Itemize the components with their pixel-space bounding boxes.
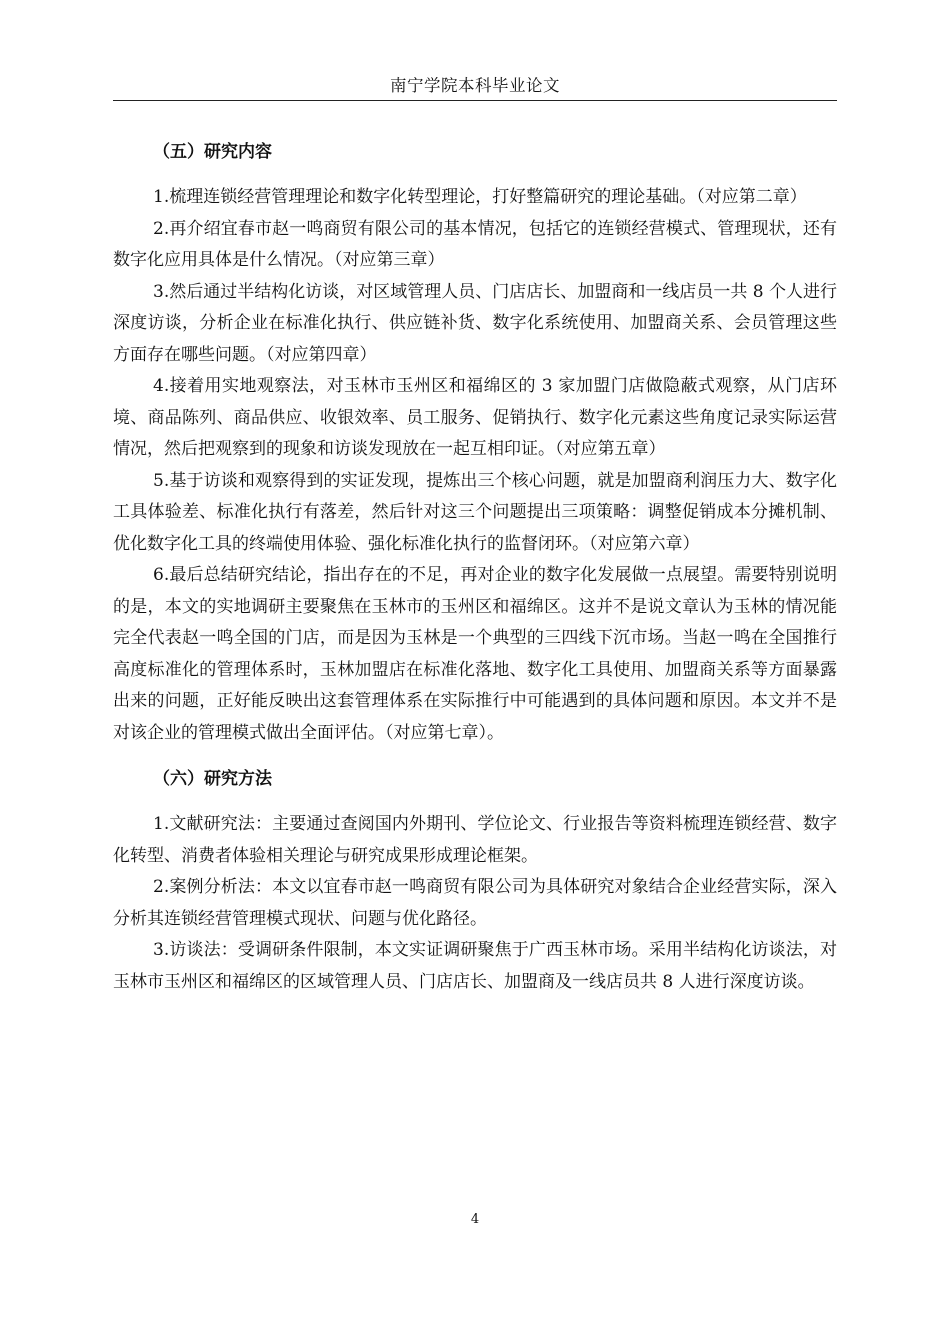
section-heading-research-methods: （六）研究方法 bbox=[153, 769, 272, 789]
paragraph: 6.最后总结研究结论，指出存在的不足，再对企业的数字化发展做一点展望。需要特别说明的是，本文的实地调研主要聚焦在玉林市的玉州区和福绵区。这并不是说文章认为玉林的情况能完全代表赵一鸣全国的门店，而是因为玉林是一个典型的三四线下沉市场。当赵一鸣在全国推行高度标准化的管理体系时，玉林加盟店在标准化落地、数字化工具使用、加盟商关系等方面暴露出来的问题，正好能反映出这套管理体系在实际推行中可能遇到的具体问题和原因。本文并不是对该企业的管理模式做出全面评估。（对应第七章）。 bbox=[113, 565, 837, 743]
page-number: 4 bbox=[470, 1212, 480, 1227]
paragraph: 1.文献研究法：主要通过查阅国内外期刊、学位论文、行业报告等资料梳理连锁经营、数字化转型、消费者体验相关理论与研究成果形成理论框架。 bbox=[113, 814, 837, 866]
paragraph: 3.然后通过半结构化访谈，对区域管理人员、门店店长、加盟商和一线店员一共 8 个人进行深度访谈，分析企业在标准化执行、供应链补货、数字化系统使用、加盟商关系、会员管理这些方面存在哪些问题。（对应第四章） bbox=[113, 281, 837, 365]
header-rule bbox=[113, 100, 837, 101]
paragraph: 4.接着用实地观察法，对玉林市玉州区和福绵区的 3 家加盟门店做隐蔽式观察，从门店环境、商品陈列、商品供应、收银效率、员工服务、促销执行、数字化元素这些角度记录实际运营情况，然后把观察到的现象和访谈发现放在一起互相印证。（对应第五章） bbox=[113, 376, 837, 459]
paragraph: 3.访谈法：受调研条件限制，本文实证调研聚焦于广西玉林市场。采用半结构化访谈法，对玉林市玉州区和福绵区的区域管理人员、门店店长、加盟商及一线店员共 8 人进行深度访谈。 bbox=[113, 940, 837, 992]
paragraph: 1.梳理连锁经营管理理论和数字化转型理论，打好整篇研究的理论基础。（对应第二章） bbox=[153, 187, 807, 207]
section-heading-research-content: （五）研究内容 bbox=[153, 142, 272, 162]
page-header-title: 南宁学院本科毕业论文 bbox=[390, 76, 560, 95]
paragraph: 2.再介绍宜春市赵一鸣商贸有限公司的基本情况，包括它的连锁经营模式、管理现状，还有数字化应用具体是什么情况。（对应第三章） bbox=[113, 218, 837, 270]
paragraph: 5.基于访谈和观察得到的实证发现，提炼出三个核心问题，就是加盟商利润压力大、数字化工具体验差、标准化执行有落差，然后针对这三个问题提出三项策略：调整促销成本分摊机制、优化数字化工具的终端使用体验、强化标准化执行的监督闭环。（对应第六章） bbox=[113, 470, 837, 554]
document-body bbox=[113, 136, 837, 998]
paragraph: 2.案例分析法：本文以宜春市赵一鸣商贸有限公司为具体研究对象结合企业经营实际，深入分析其连锁经营管理模式现状、问题与优化路径。 bbox=[113, 877, 837, 929]
